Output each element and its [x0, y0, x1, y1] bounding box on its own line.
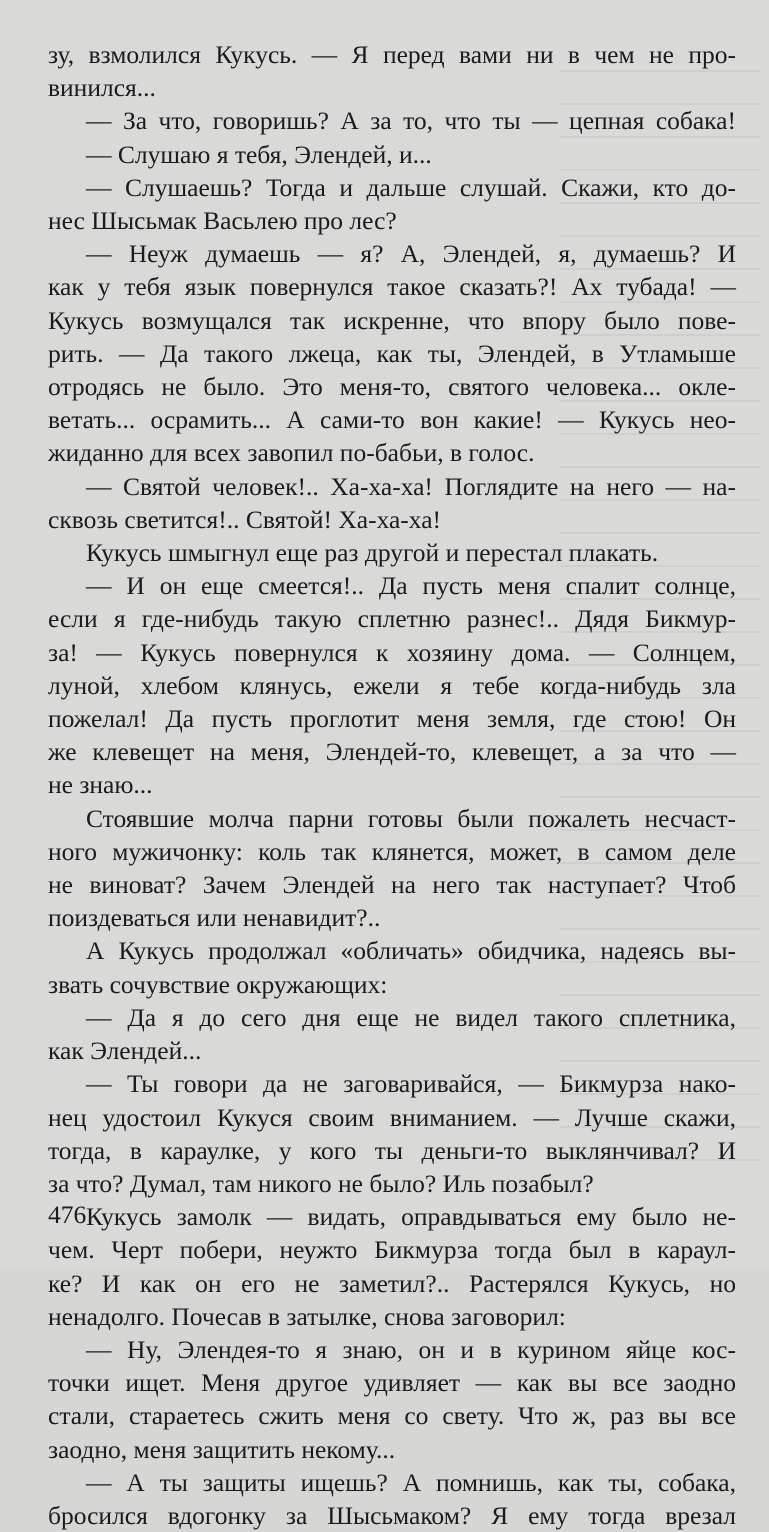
text-line: Кукусь замолк — видать, оправдываться ему было не-	[86, 1202, 736, 1232]
text-line: луной, хлебом клянусь, ежели я тебе когда-нибудь зла	[48, 670, 736, 700]
text-line: винился...	[48, 73, 156, 103]
text-line: ке? И как он его не заметил?.. Растерялся Кукусь, но	[48, 1268, 736, 1298]
text-line: же клевещет на меня, Элендей-то, клевещет, а за что —	[48, 737, 736, 767]
text-line: — Ты говори да не заговаривайся, — Бикмурза нако-	[86, 1069, 736, 1099]
text-line: А Кукусь продолжал «обличать» обидчика, надеясь вы-	[86, 936, 736, 966]
text-line: за что? Думал, там никого не было? Иль позабыл?	[48, 1168, 594, 1198]
text-line: — Слушаешь? Тогда и дальше слушай. Скажи, кто до-	[86, 172, 736, 202]
text-line: — Святой человек!.. Ха-ха-ха! Поглядите на него — на-	[86, 471, 736, 501]
text-line: — За что, говоришь? А за то, что ты — цепная собака!	[86, 106, 736, 136]
text-line: как Элендей...	[48, 1036, 202, 1066]
text-line: звать сочувствие окружающих:	[48, 969, 388, 999]
text-line: ненадолго. Почесав в затылке, снова заговорил:	[48, 1301, 566, 1331]
text-line: как у тебя язык повернулся такое сказать?! Ах тубада! —	[48, 272, 736, 302]
text-line: нец удостоил Кукуся своим вниманием. — Лучше скажи,	[48, 1102, 736, 1132]
text-line: если я где-нибудь такую сплетню разнес!.. Дядя Бикмур-	[48, 604, 736, 634]
text-line: не виноват? Зачем Элендей на него так наступает? Чтоб	[48, 870, 736, 900]
text-line: рить. — Да такого лжеца, как ты, Элендей, в Утламыше	[48, 338, 736, 368]
text-line: — Слушаю я тебя, Элендей, и...	[86, 139, 432, 169]
text-line: Стоявшие молча парни готовы были пожалеть несчаст-	[86, 803, 736, 833]
text-line: поиздеваться или ненавидит?..	[48, 903, 381, 933]
text-line: зу, взмолился Кукусь. — Я перед вами ни в чем не про-	[48, 40, 736, 69]
text-line: — А ты защиты ищешь? А помнишь, как ты, собака,	[86, 1467, 736, 1497]
text-line: бросился вдогонку за Шысьмаком? Я ему тогда врезал	[48, 1500, 736, 1530]
text-line: заодно, меня защитить некому...	[48, 1434, 396, 1464]
text-line: пожелал! Да пусть проглотит меня земля, где стою! Он	[48, 704, 736, 734]
text-line: тогда, в караулке, у кого ты деньги-то выклянчивал? И	[48, 1135, 736, 1165]
text-line: Кукусь возмущался так искренне, что впору было пове-	[48, 305, 736, 335]
text-line: точки ищет. Меня другое удивляет — как вы все заодно	[48, 1368, 736, 1398]
text-line: сквозь светится!.. Святой! Ха-ха-ха!	[48, 504, 442, 534]
text-line: — И он еще смеется!.. Да пусть меня спалит солнце,	[86, 571, 736, 601]
page-number: 476	[48, 1200, 87, 1229]
text-line: ветать... осрамить... А сами-то вон какие! — Кукусь нео-	[48, 405, 736, 435]
text-line: жиданно для всех завопил по-бабьи, в голос.	[48, 438, 535, 468]
body-text	[48, 38, 736, 1532]
text-line: — Неуж думаешь — я? А, Элендей, я, думаешь? И	[86, 239, 736, 269]
text-line: стали, стараетесь сжить меня со свету. Что ж, раз вы все	[48, 1401, 736, 1431]
text-line: — Да я до сего дня еще не видел такого сплетника,	[86, 1002, 736, 1032]
text-line: Кукусь шмыгнул еще раз другой и перестал плакать.	[86, 538, 659, 568]
text-line: не знаю...	[48, 770, 153, 800]
text-line: нес Шысьмак Васьлею про лес?	[48, 206, 397, 236]
text-line: за! — Кукусь повернулся к хозяину дома. — Солнцем,	[48, 637, 736, 667]
text-line: ного мужичонку: коль так клянется, может, в самом деле	[48, 836, 736, 866]
text-line: — Ну, Элендея-то я знаю, он и в курином яйце кос-	[86, 1334, 736, 1364]
text-line: чем. Черт побери, неужто Бикмурза тогда был в караул-	[48, 1235, 736, 1265]
text-line: отродясь не было. Это меня-то, святого человека... окле-	[48, 372, 736, 402]
